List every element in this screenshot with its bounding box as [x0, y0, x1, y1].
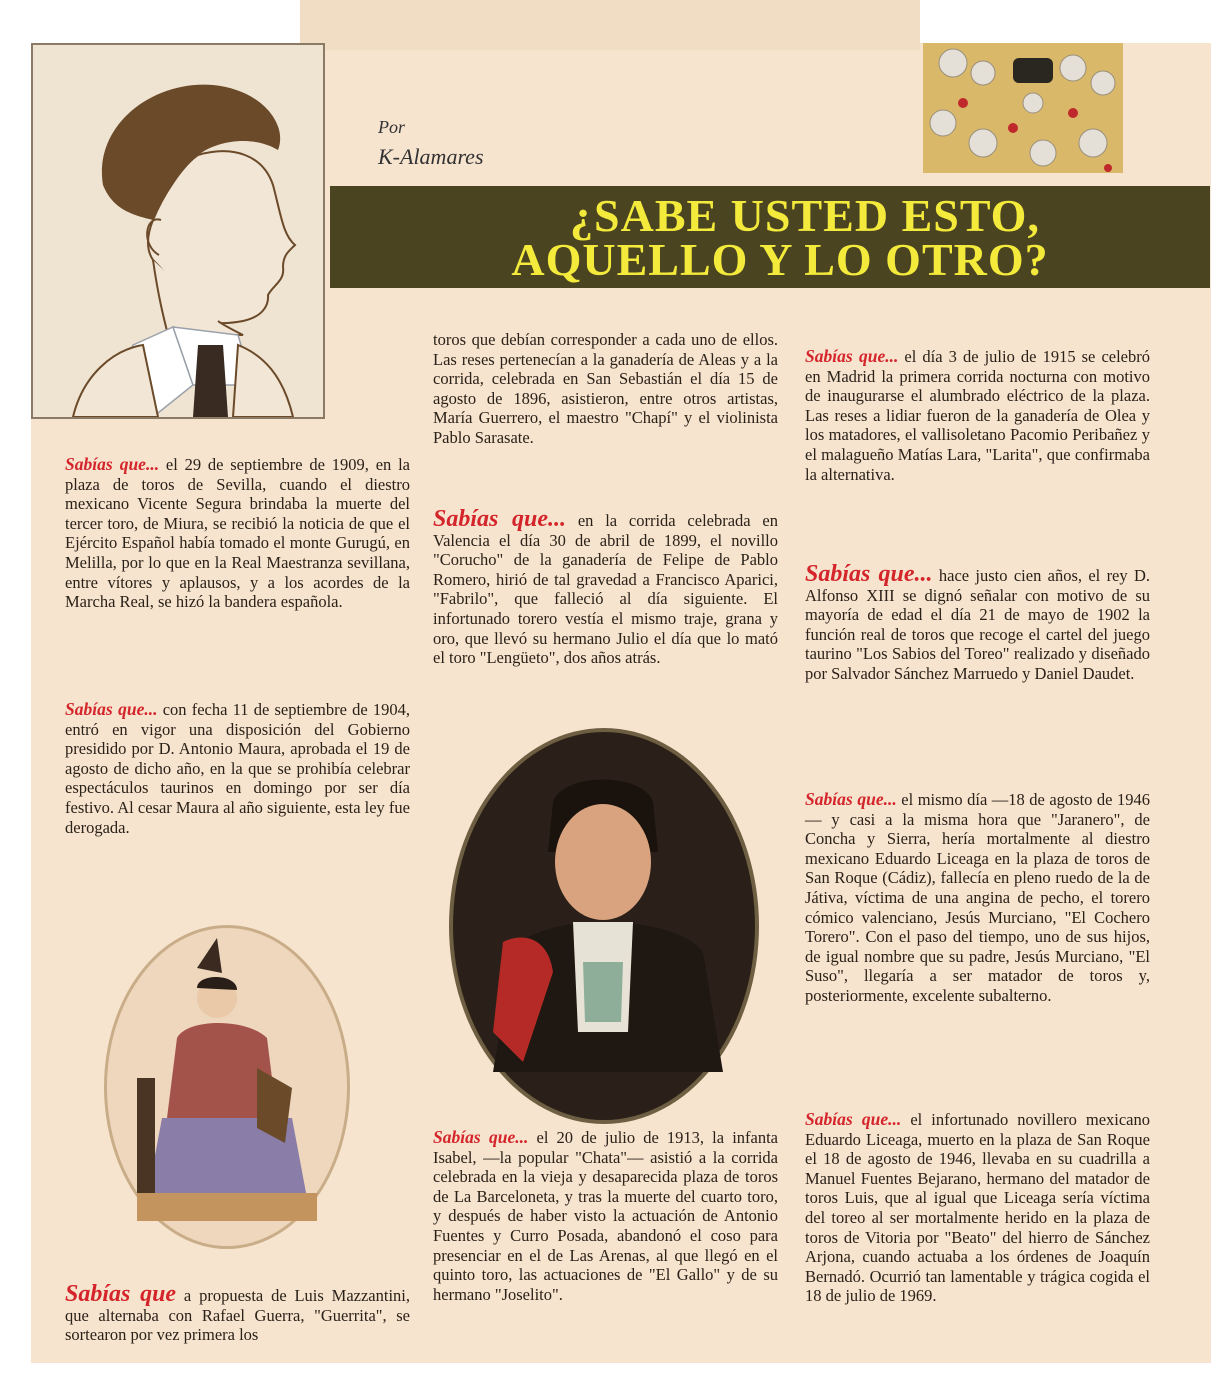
article-lead: Sabías que... — [65, 454, 160, 474]
article-text: con fecha 11 de septiembre de 1904, entró en vigor una disposición del Gobierno presidido por D. Antonio Maura, aprobada el 19 de agosto de dicho año, en la que se prohibía celebrar espectáculos taurinos en domingo por ser día festivo. Al cesar Maura al año siguiente, esta ley fue derogada. — [65, 700, 411, 837]
article-lead: Sabías que... — [433, 506, 567, 532]
article-lead: Sabías que... — [433, 1127, 529, 1147]
article-9 — [805, 1110, 1150, 1306]
byline — [378, 117, 484, 170]
article-6 — [805, 347, 1150, 484]
article-lead: Sabías que — [65, 1281, 177, 1307]
woman-guitar-icon — [107, 928, 347, 1246]
article-text: el 20 de julio de 1913, la infanta Isabel, —la popular "Chata"— asistió a la corrida celebrada en la vieja y desaparecida plaza de toros de La Barceloneta, y tras la muerte del cuarto toro, y después de haber visto la actuación de Antonio Fuentes y Curro Posada, abandonó el coso para presenciar en el de Las Arenas, al que llegó en el quinto toro, las actuaciones de "El Gallo" y de su hermano "Joselito". — [433, 1128, 779, 1304]
article-lead: Sabías que... — [805, 1109, 902, 1129]
article-1 — [65, 455, 410, 612]
article-lead: Sabías que... — [805, 346, 899, 366]
article-text: a propuesta de Luis Mazzantini, que alternaba con Rafael Guerra, "Guerrita", se sortearon por vez primera los — [65, 1286, 410, 1345]
article-3 — [65, 1281, 410, 1345]
article-text: hace justo cien años, el rey D. Alfonso XIII se dignó señalar con motivo de su mayoría de edad el día 21 de mayo de 1902 la función real de toros que recoge el cartel del juego taurino "Los Sabios del Toreo" realizado y diseñado por Salvador Sánchez Marruedo y Daniel Daudet. — [805, 566, 1150, 683]
jewels-icon — [923, 43, 1123, 173]
article-lead: Sabías que... — [805, 789, 897, 809]
article-text: el 29 de septiembre de 1909, en la plaza de toros de Sevilla, cuando el diestro mexicano Vicente Segura brindaba la muerte del tercer toro, de Miura, se recibió la noticia de que el Ejército Español había tomado el monte Gurugú, en Melilla, por lo que en la Real Maestranza sevillana, entre vítores y aplausos, y a los acordes de la Marcha Real, se hizó la bandera española. — [65, 455, 410, 612]
article-4 — [433, 506, 778, 668]
profile-drawing-icon — [33, 45, 323, 417]
woman-portrait-oval — [104, 925, 350, 1249]
header-band — [300, 0, 920, 50]
portrait-sketch — [31, 43, 325, 419]
article-text: en la corrida celebrada en Valencia el día 30 de abril de 1899, el novillo "Corucho" de la ganadería de Felipe de Pablo Romero, hirió de tal gravedad a Francisco Aparici, "Fabrilo", que falleció al día siguiente. El infortunado torero vestía el mismo traje, grana y oro, que llevó su hermano Julio el día que lo mató el toro "Lengüeto", dos años atrás. — [433, 511, 778, 668]
torero-icon — [453, 732, 755, 1120]
article-lead: Sabías que... — [65, 699, 158, 719]
jewels-photo — [923, 43, 1123, 173]
article-text: el infortunado novillero mexicano Eduardo Liceaga, muerto en la plaza de San Roque el 18 de agosto de 1946, llevaba en su cuadrilla a Manuel Fuentes Bejarano, hermano del matador de toros Luis, que al igual que Liceaga sería víctima del toreo al ser mortalmente herido en la plaza de toros de Vitoria por "Beato" del hierro de Sánchez Arjona, cuando actuaba a los órdenes de Joaquín Bernadó. Ocurrió tan lamentable y trágica cogida el 18 de julio de 1969. — [805, 1110, 1150, 1306]
article-5 — [433, 1128, 778, 1304]
byline-author: K-Alamares — [378, 144, 484, 169]
article-text: toros que debían corresponder a cada uno de ellos. Las reses pertenecían a la ganadería de Aleas y a la corrida, celebrada en San Sebastián el día 15 de agosto de 1896, asistieron, entre otros artistas, María Guerrero, el maestro "Chapí" y el violinista Pablo Sarasate. — [433, 330, 778, 447]
torero-portrait-oval — [449, 728, 759, 1124]
article-lead: Sabías que... — [805, 561, 933, 587]
title-line-2: AQUELLO Y LO OTRO? — [511, 234, 1049, 285]
article-8 — [805, 790, 1150, 1006]
article-2 — [65, 700, 410, 837]
article-7 — [805, 561, 1150, 684]
page-title — [330, 186, 1210, 288]
byline-por: Por — [378, 117, 405, 137]
article-text: el día 3 de julio de 1915 se celebró en Madrid la primera corrida nocturna con motivo de inaugurarse el alumbrado eléctrico de la plaza. Las reses a lidiar fueron de la ganadería de Olea y los matadores, el vallisoletano Pacomio Peribañez y el malagueño Matías Lara, "Larita", que confirmaba la alternativa. — [805, 347, 1151, 484]
article-text: el mismo día —18 de agosto de 1946— y casi a la misma hora que "Jaranero", de Concha y Sierra, hería mortalmente al diestro mexicano Eduardo Liceaga en la plaza de toros de San Roque (Cádiz), fallecía en pleno ruedo de la de Játiva, víctima de una angina de pecho, el torero cómico valenciano, Jesús Murciano, "El Cochero Torero". Con el paso del tiempo, uno de sus hijos, de igual nombre que su padre, Jesús Murciano, "El Suso", llegaría a ser matador de toros y, posteriormente, excelente subalterno. — [805, 790, 1150, 1005]
title-line-1: ¿SABE USTED ESTO, — [570, 190, 1040, 241]
article-3-continued — [433, 330, 778, 448]
